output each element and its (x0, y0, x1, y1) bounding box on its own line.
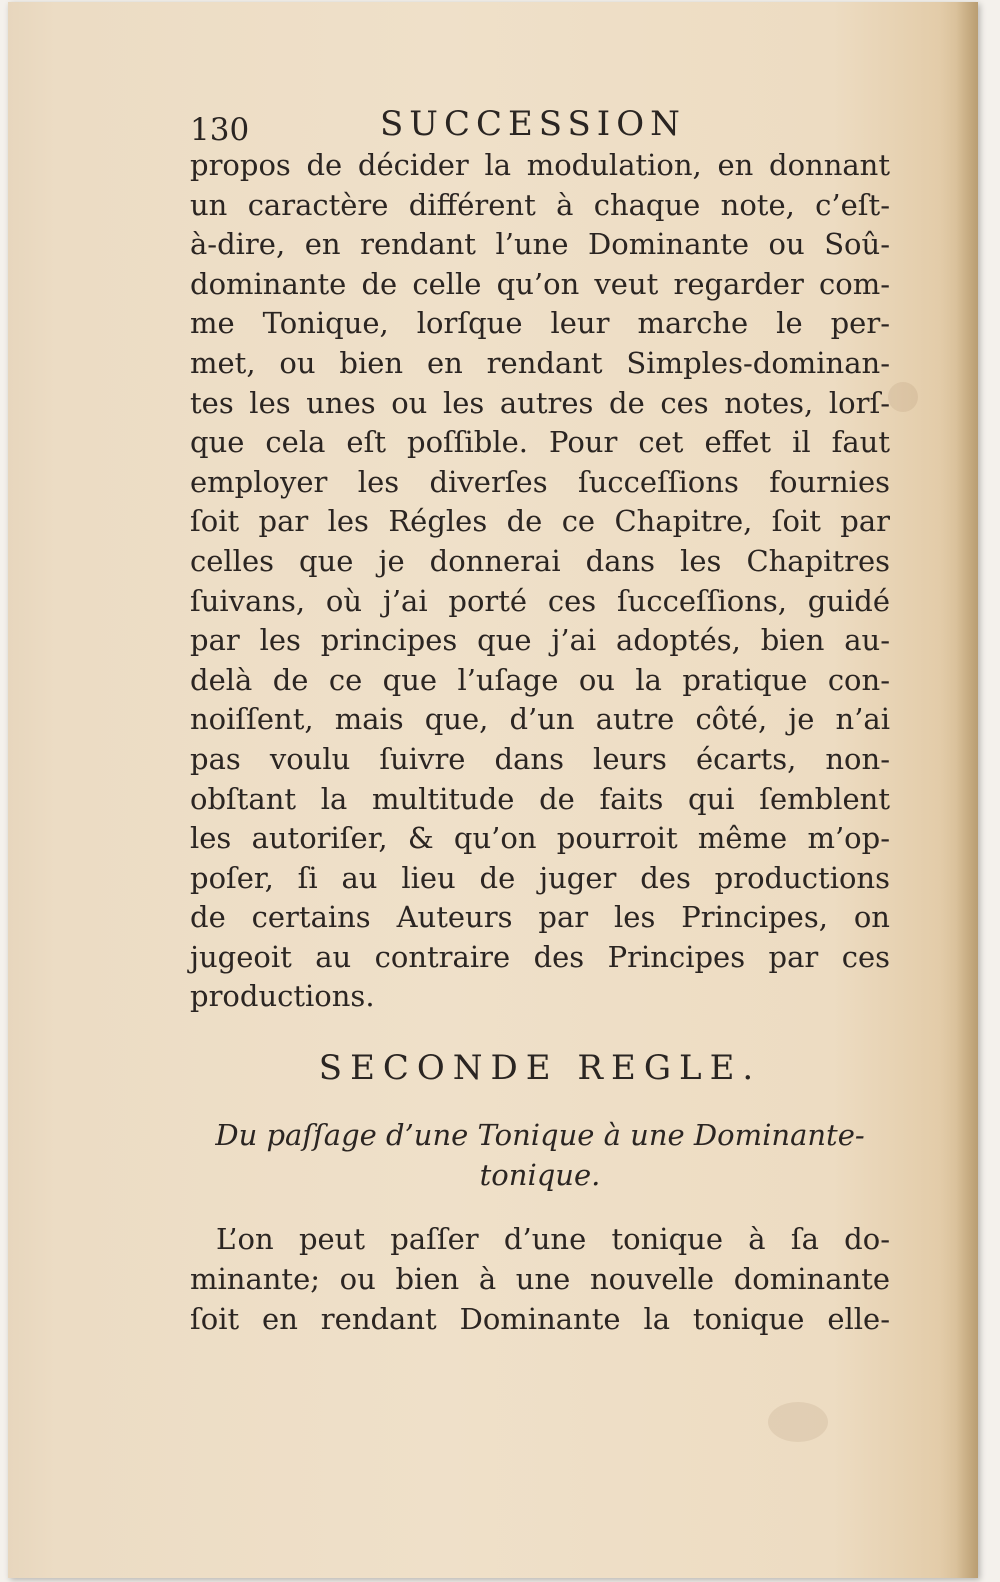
text-line: productions. (190, 979, 375, 1014)
text-line: tes les unes ou les autres de ces notes, lorſ- (190, 385, 890, 420)
section-paragraph (190, 1219, 890, 1339)
text-line: noiſſent, mais que, d’un autre côté, je n’ai (190, 702, 890, 737)
text-line: celles que je donnerai dans les Chapitres (190, 543, 890, 578)
text-line: les autoriſer, & qu’on pourroit même m’op- (190, 821, 890, 856)
text-line: par les principes que j’ai adoptés, bien au- (190, 623, 890, 658)
text-line: poſer, ſi au lieu de juger des productions (190, 860, 890, 895)
text-line: minante; ou bien à une nouvelle dominante (190, 1262, 890, 1296)
text-line: jugeoit au contraire des Principes par ces (190, 939, 890, 974)
text-line: à-dire, en rendant l’une Dominante ou Soû- (190, 227, 890, 262)
paper-stain (768, 1402, 828, 1442)
text-line: ſuivans, où j’ai porté ces ſucceſſions, guidé (190, 583, 890, 618)
running-title: SUCCESSION (380, 104, 686, 144)
subtitle-line: tonique. (479, 1158, 601, 1192)
paper-stain (888, 382, 918, 412)
text-line: delà de ce que l’uſage ou la pratique con- (190, 662, 890, 697)
section-heading: SECONDE REGLE. (318, 1048, 762, 1088)
subtitle-line: Du paſſage d’une Tonique à une Dominante- (215, 1118, 865, 1152)
text-line: que cela eſt poſſible. Pour cet effet il faut (190, 425, 890, 460)
text-line: de certains Auteurs par les Principes, on (190, 900, 890, 935)
text-line: ſoit en rendant Dominante la tonique elle- (190, 1302, 890, 1336)
text-line: employer les diverſes ſucceſſions fournies (190, 464, 890, 499)
page-edge-shadow (956, 2, 978, 1578)
text-line: me Tonique, lorſque leur marche le per- (190, 306, 890, 341)
page-number: 130 (190, 112, 250, 148)
text-line: obſtant la multitude de faits qui ſemblent (190, 781, 890, 816)
text-line: un caractère différent à chaque note, c’eſt- (190, 187, 890, 222)
text-line: propos de décider la modulation, en donnant (190, 148, 890, 182)
text-line: L’on peut paſſer d’une tonique à ſa do- (216, 1222, 890, 1256)
text-line: met, ou bien en rendant Simples-dominan- (190, 345, 890, 380)
running-head (190, 104, 890, 148)
text-line: dominante de celle qu’on veut regarder com- (190, 266, 890, 301)
text-line: ſoit par les Régles de ce Chapitre, ſoit par (190, 504, 890, 539)
body-paragraph (190, 146, 890, 1017)
section-subtitle (190, 1115, 890, 1195)
text-line: pas voulu ſuivre dans leurs écarts, non- (190, 741, 890, 776)
